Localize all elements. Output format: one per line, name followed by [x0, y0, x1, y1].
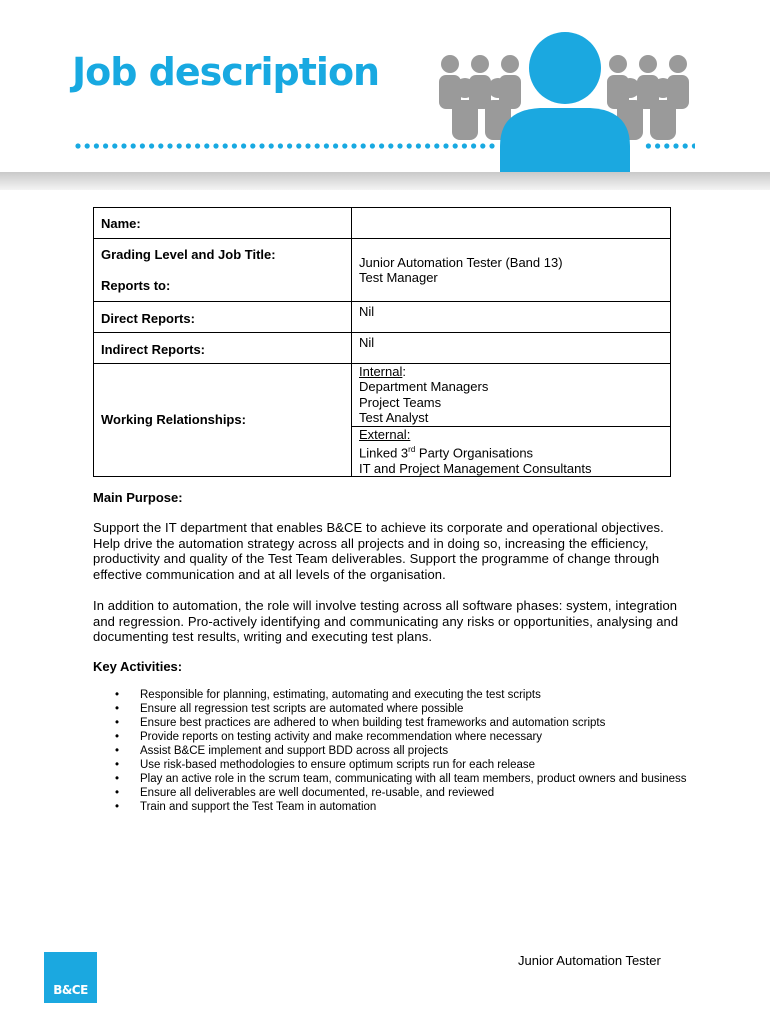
internal-heading: Internal: [359, 363, 406, 379]
name-value [352, 208, 671, 239]
job-info-table [93, 207, 671, 477]
key-activities-heading: Key Activities: [93, 659, 183, 674]
indirect-reports-label: Indirect Reports: [101, 341, 206, 357]
list-item: • Ensure all regression test scripts are automated where possible [93, 702, 693, 716]
indirect-reports-value: Nil [359, 334, 375, 350]
internal-item: Project Teams [359, 394, 442, 410]
list-item: • Use risk-based methodologies to ensure optimum scripts run for each release [93, 758, 693, 772]
bce-logo [44, 952, 97, 1003]
automation-paragraph: In addition to automation, the role will involve testing across all software phases: system, integration and regression. Pro-actively identifying and communicating any risks or opportunities, analysing and documenting test results, writing and executing test plans. [93, 598, 679, 644]
direct-reports-value: Nil [359, 303, 375, 319]
external-item: IT and Project Management Consultants [359, 460, 592, 476]
main-purpose-paragraph: Support the IT department that enables B&CE to achieve its corporate and operational objectives. Help drive the automation strategy across all projects and in doing so, increasing the efficiency, productivity and quality of the Test Team deliverables. Support the programme of change through effective communication and at all levels of the organisation. [93, 520, 664, 582]
logo-text: B&CE [53, 983, 88, 997]
key-activities-list [93, 688, 693, 814]
list-item: • Responsible for planning, estimating, automating and executing the test scripts [93, 688, 693, 702]
name-label: Name: [101, 216, 141, 231]
working-relationships-label: Working Relationships: [101, 412, 246, 428]
list-item: • Assist B&CE implement and support BDD across all projects [93, 744, 693, 758]
dotted-divider [75, 142, 695, 150]
list-item: • Provide reports on testing activity and make recommendation where necessary [93, 730, 693, 744]
header-band [0, 172, 770, 190]
page-title: Job description [72, 50, 380, 94]
reports-to-label: Reports to: [101, 278, 171, 293]
external-item: Linked 3rd Party Organisations [359, 445, 534, 461]
list-item: • Train and support the Test Team in automation [93, 800, 693, 814]
main-purpose-heading: Main Purpose: [93, 490, 183, 505]
people-group-icon [430, 28, 700, 178]
list-item: • Ensure best practices are adhered to when building test frameworks and automation scripts [93, 716, 693, 730]
external-heading: External: [359, 426, 411, 442]
grading-label: Grading Level and Job Title: [101, 247, 276, 262]
list-item: • Play an active role in the scrum team, communicating with all team members, product owners and business [93, 772, 693, 786]
internal-item: Department Managers [359, 379, 489, 394]
internal-item: Test Analyst [359, 410, 429, 425]
list-item: • Ensure all deliverables are well documented, re-usable, and reviewed [93, 786, 693, 800]
direct-reports-label: Direct Reports: [101, 310, 195, 326]
footer-job-title: Junior Automation Tester [518, 953, 661, 968]
reports-to-value: Test Manager [352, 270, 671, 301]
grading-value: Junior Automation Tester (Band 13) [359, 255, 563, 270]
